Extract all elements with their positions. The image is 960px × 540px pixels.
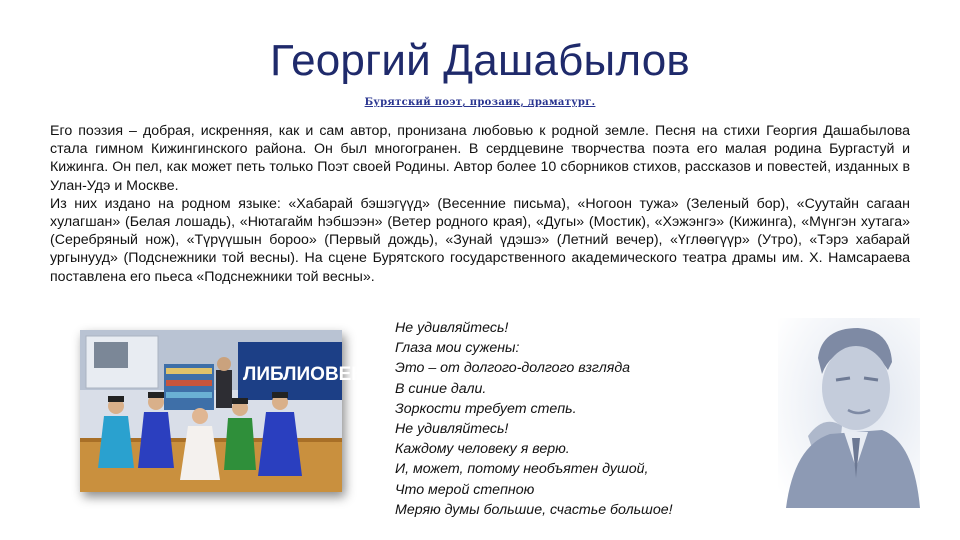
photo-banner-text: ЛИБЛИОВЕК	[243, 364, 363, 385]
poem-line: Не удивляйтесь!	[395, 421, 509, 438]
poem-line: Меряю думы большие, счастье большое!	[395, 501, 673, 518]
poem-excerpt	[395, 318, 775, 520]
portrait-illustration	[778, 318, 920, 508]
slide-title: Георгий Дашабылов	[269, 36, 690, 85]
poem-line: Что мерой степною	[395, 481, 535, 498]
poem-line: И, может, потому необъятен душой,	[395, 461, 649, 478]
slide-subtitle: Бурятский поэт, прозаик, драматург.	[364, 97, 596, 108]
biography-paragraph-2: Из них издано на родном языке: «Хабарай бэшэгүүд» (Весенние письма), «Ногоон тужа» (Зеленый бор), «Суутайн сагаан хулагшан» (Белая лошадь), «Нютагайм һэбшээн» (Ветер родного края), «Дугы» (Мостик), «Хэжэнгэ» (Кижинга), «Мүнгэн хутага» (Серебряный нож), «Түрүүшын бороо» (Первый дождь), «Зунай үдэшэ» (Летний вечер), «Үглөөгүүр» (Утро), «Тэрэ хабарай ургынууд» (Подснежники той весны). На сцене Бурятского государственного академического театра драмы им. Х. Намсараева поставлена его пьеса «Подснежники той весны».	[50, 195, 910, 285]
poem-line: В синие дали.	[395, 380, 487, 397]
poem-line: Каждому человеку я верю.	[395, 441, 570, 458]
biography-text	[50, 122, 910, 286]
children-performance-photo	[80, 330, 363, 492]
poem-line: Не удивляйтесь!	[395, 320, 509, 336]
photo-illustration	[80, 330, 363, 492]
poem-line: Глаза мои сужены:	[395, 340, 520, 357]
biography-paragraph-1: Его поэзия – добрая, искренняя, как и сам автор, пронизана любовью к родной земле. Песня на стихи Георгия Дашабылова стала гимном Кижингинского района. Он был многогранен. В сердцевине творчества поэта его малая родина Бургастуй и Кижинга. Он пел, как может петь только Поэт своей Родины. Автор более 10 сборников стихов, рассказов и повестей, изданных в Улан-Удэ и Москве.	[50, 123, 910, 194]
poem-line: Это – от долгого-долгого взгляда	[395, 360, 631, 377]
poem-line: Зоркости требует степь.	[395, 400, 577, 417]
poet-portrait	[778, 318, 920, 508]
